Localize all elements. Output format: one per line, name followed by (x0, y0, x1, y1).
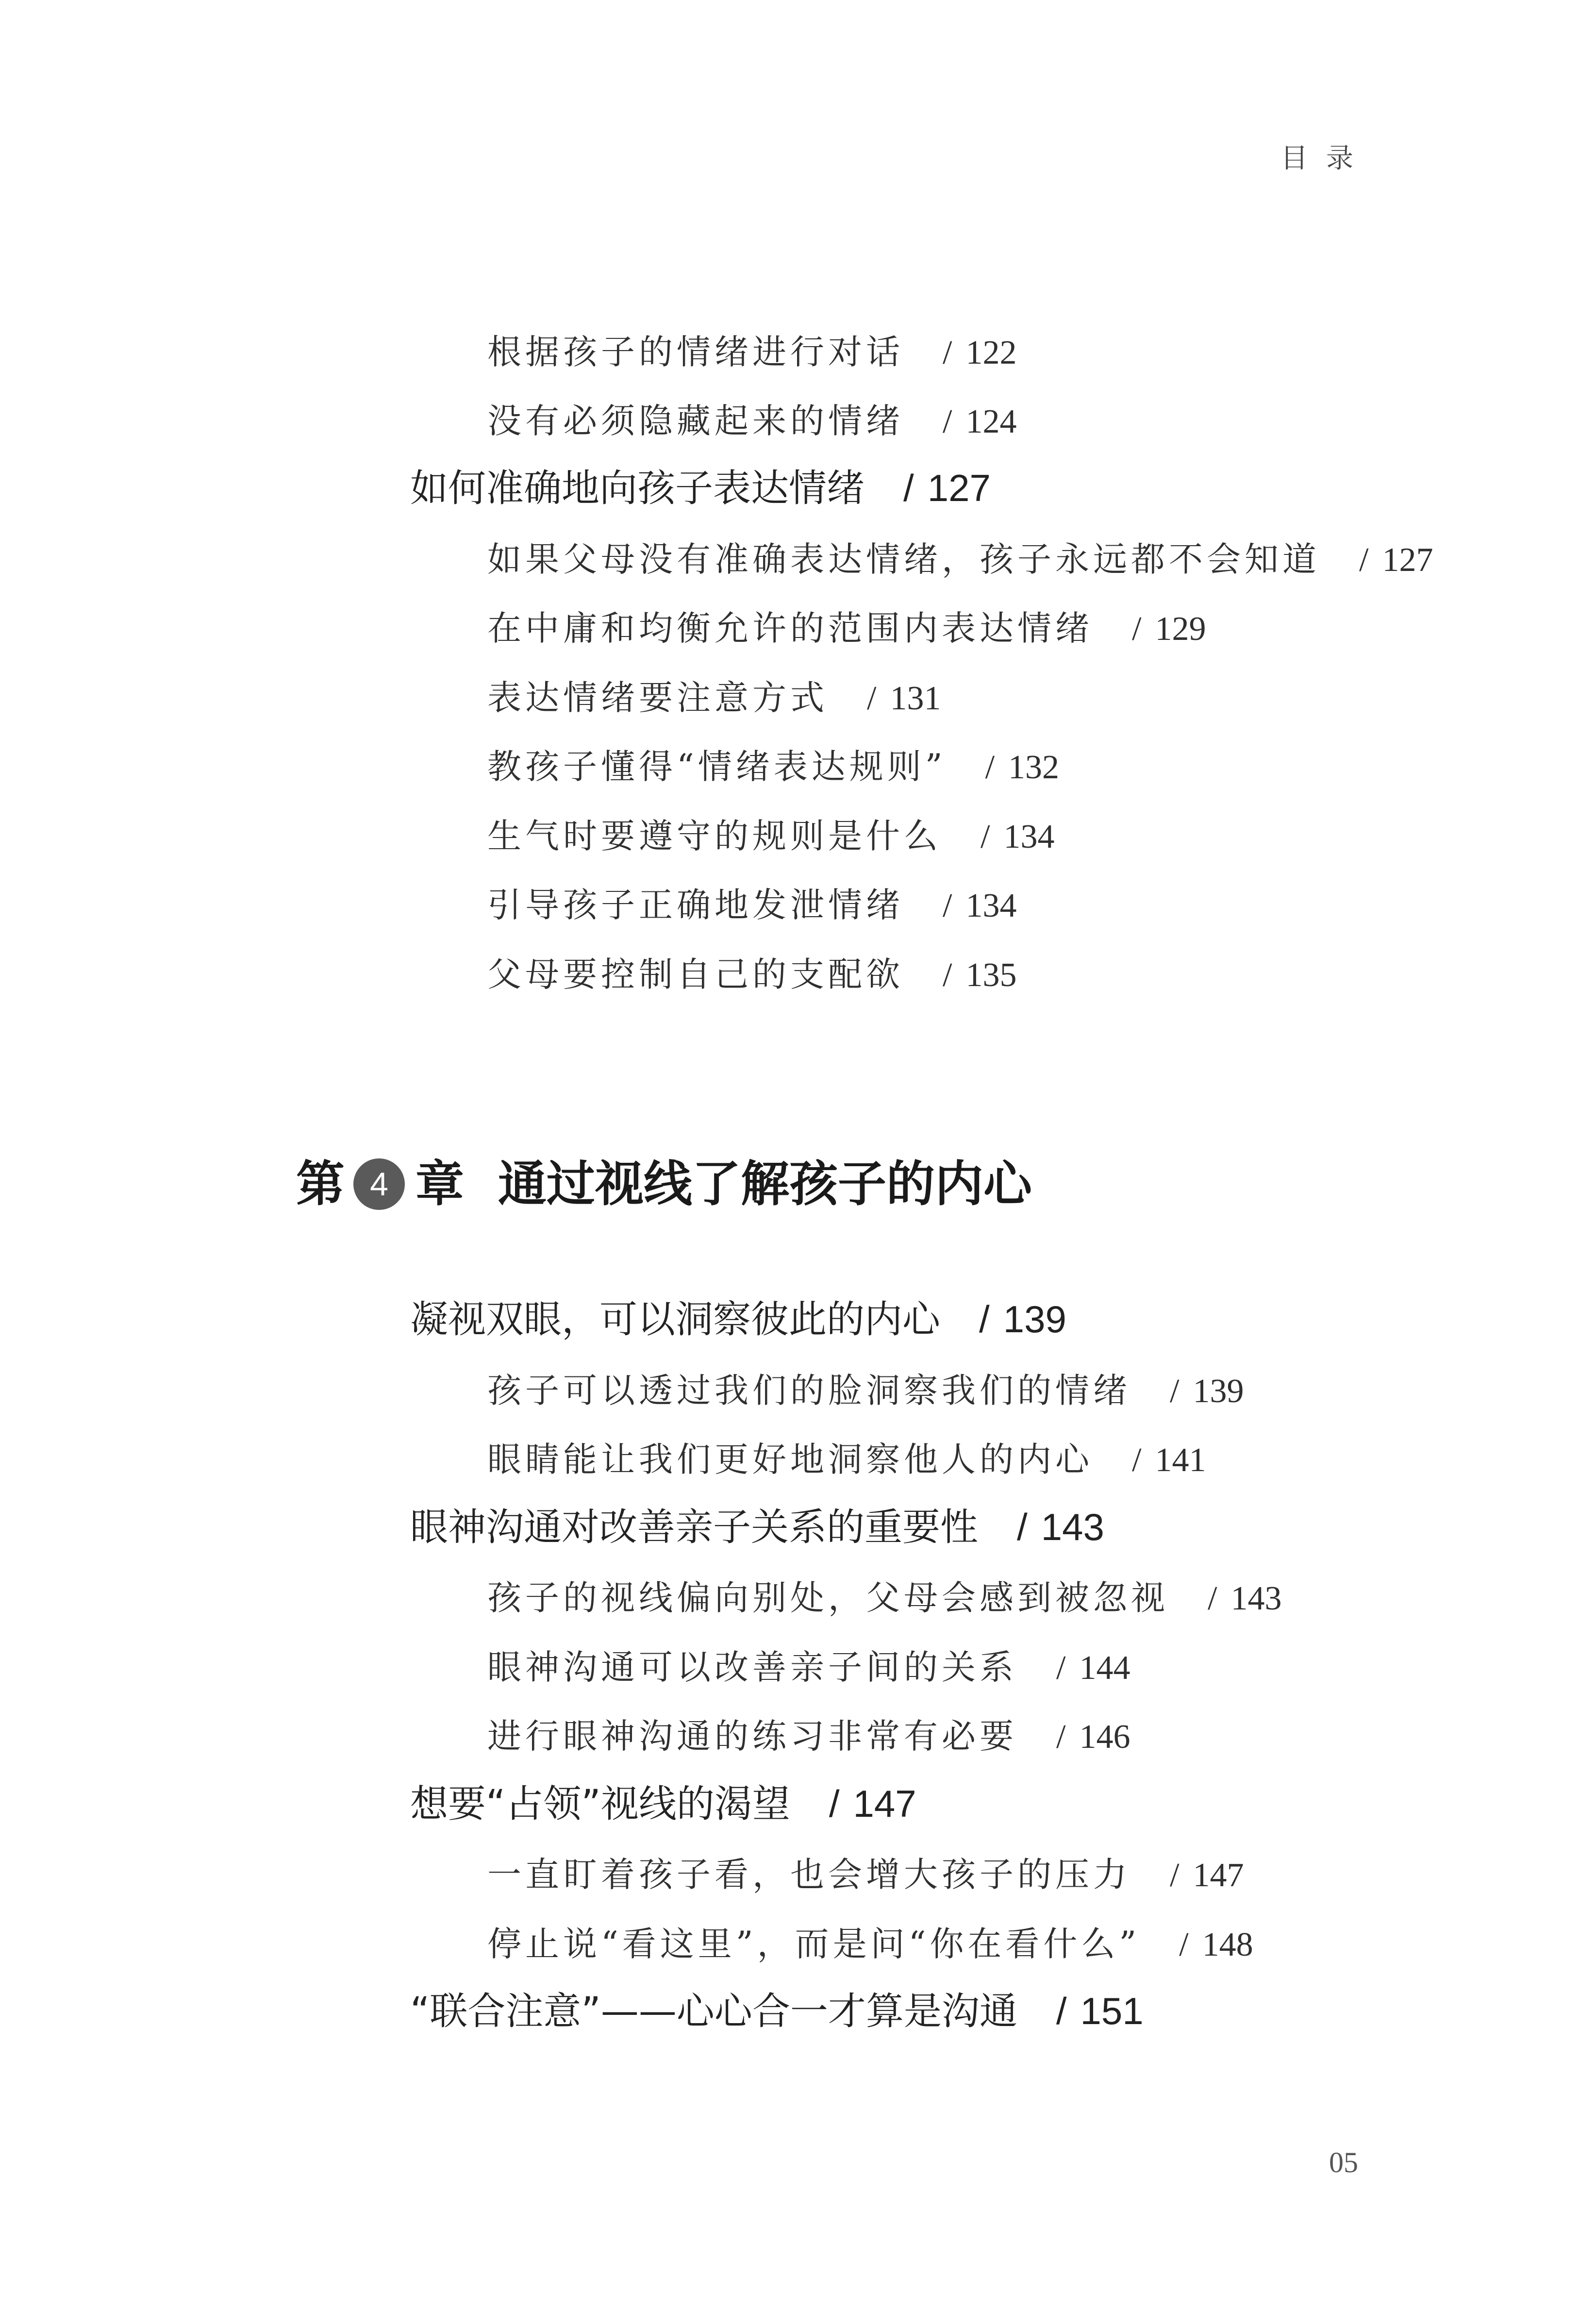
toc-page-number: 143 (1041, 1506, 1104, 1548)
toc-entry-text: 表达情绪要注意方式 (487, 678, 828, 718)
toc-entry-text: 如果父母没有准确表达情绪，孩子永远都不会知道 (487, 539, 1320, 579)
toc-entry-text: 如何准确地向孩子表达情绪 (410, 467, 865, 510)
toc-entry[interactable] (487, 401, 1017, 441)
toc-entry[interactable] (410, 1300, 1066, 1339)
toc-page-number: 146 (1079, 1718, 1130, 1756)
toc-entry-text: 生气时要遵守的规则是什么 (487, 816, 942, 856)
toc-entry[interactable] (487, 1716, 1130, 1756)
toc-entry[interactable] (487, 1924, 1253, 1964)
toc-entry[interactable] (410, 1506, 1104, 1549)
toc-entry-text: 孩子可以透过我们的脸洞察我们的情绪 (487, 1371, 1131, 1410)
toc-entry-text: 眼神沟通对改善亲子关系的重要性 (410, 1506, 979, 1549)
toc-entry[interactable] (487, 885, 1017, 925)
toc-entry-text: 眼神沟通可以改善亲子间的关系 (487, 1647, 1017, 1687)
toc-entry-text: “联合注意”——心心合一才算是沟通 (410, 1990, 1017, 2033)
toc-separator: / (903, 467, 914, 509)
toc-separator: / (1132, 610, 1142, 648)
toc-separator: / (867, 680, 877, 717)
toc-page-number: 147 (1193, 1857, 1244, 1894)
toc-entry-text: 眼睛能让我们更好地洞察他人的内心 (487, 1440, 1093, 1479)
toc-separator: / (943, 887, 952, 924)
toc-page-number: 134 (1003, 818, 1055, 855)
toc-entry-text: 没有必须隐藏起来的情绪 (487, 401, 904, 441)
toc-entry[interactable] (487, 332, 1017, 372)
toc-page-number: 122 (965, 334, 1017, 371)
toc-entry[interactable] (487, 539, 1433, 579)
toc-entry[interactable] (410, 467, 991, 510)
toc-page-number: 127 (1382, 541, 1433, 579)
toc-page-number: 131 (890, 680, 941, 717)
toc-entry[interactable] (410, 1990, 1144, 2033)
toc-page-number: 139 (1193, 1373, 1244, 1410)
toc-entry[interactable] (487, 1855, 1244, 1894)
toc-page-number: 134 (965, 887, 1017, 924)
toc-page-number: 129 (1155, 610, 1206, 648)
toc-entry-text: 停止说“看这里”，而是问“你在看什么” (487, 1924, 1141, 1964)
toc-separator: / (943, 334, 952, 371)
page-number: 05 (1329, 2146, 1358, 2178)
toc-entry[interactable] (410, 1782, 916, 1826)
toc-separator: / (1170, 1373, 1180, 1410)
toc-separator: / (1056, 1649, 1066, 1687)
toc-entry[interactable] (487, 957, 1016, 992)
toc-separator: / (943, 403, 952, 440)
toc-entry-text: 进行眼神沟通的练习非常有必要 (487, 1716, 1017, 1756)
toc-separator: / (829, 1782, 840, 1825)
toc-entry-text: 教孩子懂得“情绪表达规则” (487, 747, 947, 787)
toc-entry[interactable] (487, 1442, 1206, 1477)
toc-separator: / (981, 818, 990, 855)
toc-page-number: 151 (1080, 1990, 1144, 2032)
toc-entry[interactable] (487, 747, 1060, 787)
toc-separator: / (1359, 541, 1369, 579)
toc-separator: / (1170, 1857, 1180, 1894)
toc-page-number: 132 (1008, 749, 1060, 786)
toc-entry[interactable] (487, 816, 1055, 856)
chapter-suffix: 章 (416, 1155, 464, 1212)
toc-page-number: 127 (927, 467, 991, 509)
running-header: 目 录 (1280, 143, 1358, 174)
chapter-heading (296, 1155, 1032, 1214)
toc-entry-text: 在中庸和均衡允许的范围内表达情绪 (487, 608, 1093, 648)
toc-separator: / (1132, 1441, 1142, 1479)
toc-entry[interactable] (487, 1647, 1130, 1687)
toc-entry-text: 孩子的视线偏向别处，父母会感到被忽视 (487, 1578, 1169, 1618)
toc-separator: / (1179, 1926, 1189, 1963)
chapter-number-badge: 4 (353, 1158, 405, 1210)
toc-separator: / (1056, 1718, 1066, 1756)
toc-separator: / (943, 956, 952, 994)
toc-entry-text: 凝视双眼，可以洞察彼此的内心 (410, 1298, 941, 1341)
chapter-prefix: 第 (296, 1155, 345, 1212)
toc-separator: / (1056, 1990, 1067, 2032)
toc-page-number: 124 (965, 403, 1017, 440)
toc-page-number: 147 (853, 1782, 916, 1825)
toc-page-number: 139 (1003, 1298, 1066, 1340)
toc-entry[interactable] (487, 1578, 1282, 1618)
toc-page-number: 143 (1230, 1580, 1282, 1617)
toc-separator: / (985, 749, 995, 786)
toc-entry[interactable] (487, 608, 1206, 648)
toc-entry[interactable] (487, 1371, 1244, 1410)
toc-entry-text: 一直盯着孩子看，也会增大孩子的压力 (487, 1855, 1131, 1894)
toc-entry-text: 想要“占领”视线的渴望 (410, 1782, 790, 1826)
toc-entry[interactable] (487, 678, 941, 718)
toc-entry-text: 父母要控制自己的支配欲 (487, 955, 904, 994)
toc-entry-text: 引导孩子正确地发泄情绪 (487, 885, 904, 925)
toc-page-number: 144 (1079, 1649, 1130, 1687)
toc-page-number: 141 (1155, 1441, 1206, 1479)
chapter-title: 通过视线了解孩子的内心 (498, 1155, 1032, 1212)
toc-separator: / (1208, 1580, 1217, 1617)
toc-page-number: 148 (1202, 1926, 1253, 1963)
toc-separator: / (1017, 1506, 1028, 1548)
toc-separator: / (979, 1298, 990, 1340)
toc-entry-text: 根据孩子的情绪进行对话 (487, 332, 904, 372)
toc-page-number: 135 (965, 956, 1017, 994)
